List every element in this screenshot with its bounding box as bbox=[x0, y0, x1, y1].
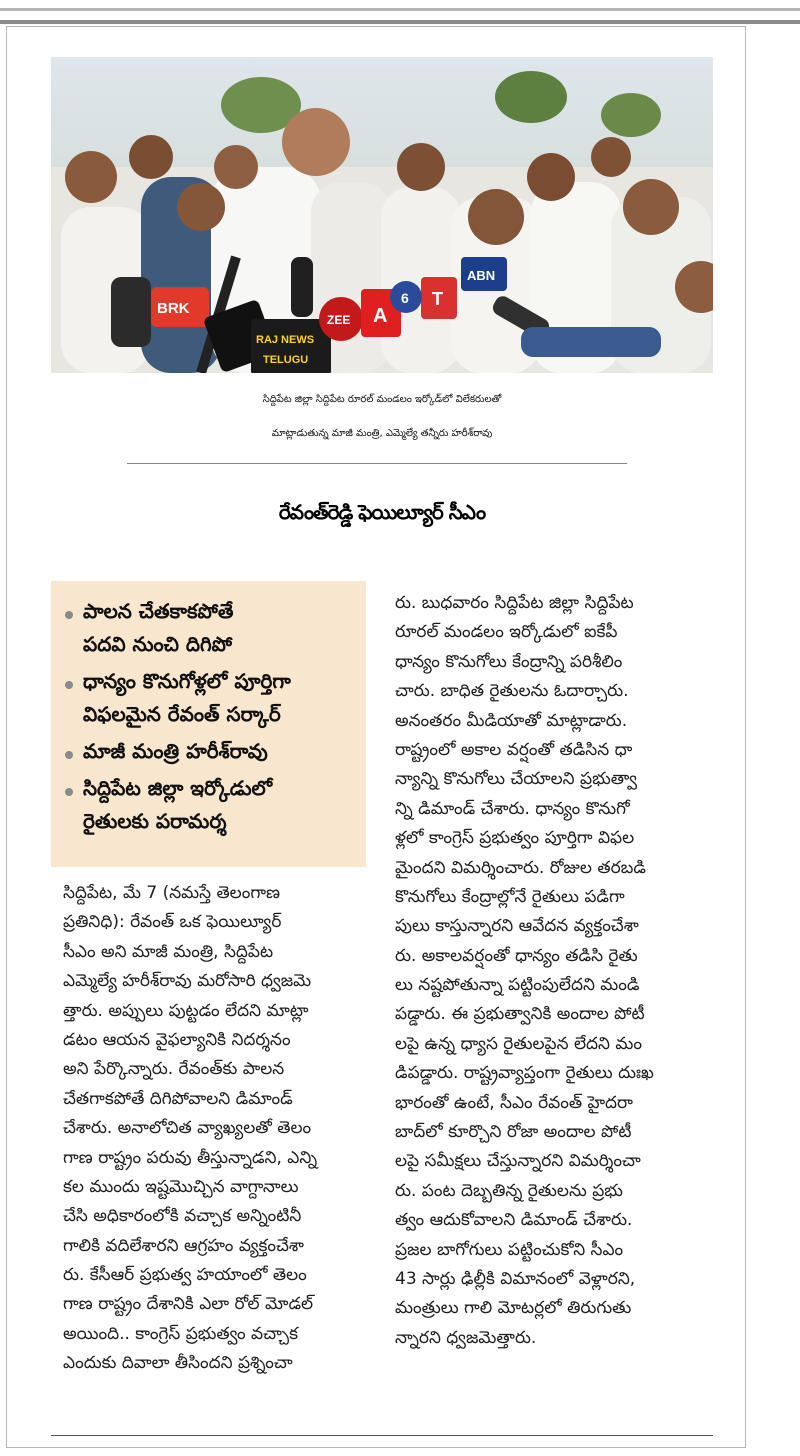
highlight-line: విఫలమైన రేవంత్ సర్కార్ bbox=[83, 702, 281, 726]
article-line: రాష్ట్రంలో అకాల వర్షంతో తడిసిన ధా bbox=[395, 739, 633, 760]
article-line: అయింది.. కాంగ్రెస్ ప్రభుత్వం వచ్చాక bbox=[63, 1323, 298, 1344]
article-line: మంత్రులు గాలి మోటర్లలో తిరుగుతు bbox=[395, 1298, 632, 1319]
article-line: అని పేర్కొన్నారు. రేవంత్‌కు పాలన bbox=[63, 1059, 285, 1080]
article-line: పడ్డారు. ఈ ప్రభుత్వానికి అందాల పోటీ bbox=[395, 1004, 645, 1025]
highlight-line: రైతులకు పరామర్శ bbox=[83, 809, 227, 833]
article-line: చేతగాకపోతే దిగిపోవాలని డిమాండ్ bbox=[63, 1088, 293, 1109]
article-line: న్నారని ధ్వజమెత్తారు. bbox=[395, 1327, 537, 1348]
bullet-icon bbox=[65, 681, 73, 689]
mic-label-t: T bbox=[432, 289, 443, 309]
caption-line: మాట్లాడుతున్న మాజీ మంత్రి, ఎమ్మెల్యే తన్నీరు హరీశ్‌రావు bbox=[271, 428, 493, 439]
mic-label-rajnews: RAJ NEWS bbox=[256, 334, 315, 346]
highlight-item bbox=[65, 735, 358, 768]
article-line: కొనుగోలు కేంద్రాల్లోనే రైతులు పడిగా bbox=[395, 886, 625, 907]
caption-divider bbox=[127, 463, 627, 464]
bottom-divider bbox=[51, 1435, 713, 1436]
mic-label-telugu: TELUGU bbox=[263, 354, 309, 366]
article-line: ళ్లలో కాంగ్రెస్ ప్రభుత్వం పూర్తిగా విఫల bbox=[395, 828, 635, 849]
article-line: డిపడ్డారు. రాష్ట్రవ్యాప్తంగా రైతులు దుఃఖ bbox=[395, 1063, 654, 1084]
article-line: రూరల్ మండలం ఇర్కోడులో ఐకేపీ bbox=[395, 622, 618, 643]
article-line: ధాన్యం కొనుగోలు కేంద్రాన్ని పరిశీలిం bbox=[395, 651, 623, 672]
highlight-line: పదవి నుంచి దిగిపో bbox=[83, 632, 233, 656]
bullet-icon bbox=[65, 611, 73, 619]
highlight-line: పాలన చేతకాకపోతే bbox=[83, 599, 234, 623]
news-clipping bbox=[6, 26, 746, 1448]
article-line: రు. కేసీఆర్ ప్రభుత్వ హయాంలో తెలం bbox=[63, 1265, 307, 1286]
article-right-column bbox=[395, 589, 715, 1353]
bullet-icon bbox=[65, 788, 73, 796]
article-line: లపై ఉన్న ధ్యాస రైతులపైన లేదని మం bbox=[395, 1033, 642, 1054]
article-line: ఎమ్మెల్యే హరీశ్‌రావు మరోసారి ధ్వజమె bbox=[63, 971, 312, 992]
article-line: 43 సార్లు ఢిల్లీకి విమానంలో వెళ్లారని, bbox=[395, 1268, 636, 1289]
article-line: సీఎం అని మాజీ మంత్రి, సిద్దిపేట bbox=[63, 941, 274, 962]
article-line: పులు కాస్తున్నారని ఆవేదన వ్యక్తంచేశా bbox=[395, 916, 639, 937]
mic-label-zee: ZEE bbox=[327, 313, 351, 327]
mic-label-6: 6 bbox=[401, 290, 409, 306]
article-line: ప్రతినిధి): రేవంత్ ఒక ఫెయిల్యూర్ bbox=[63, 912, 282, 933]
article-line: చేసి అధికారంలోకి వచ్చాక అన్నింటినీ bbox=[63, 1206, 302, 1227]
highlights-box bbox=[51, 581, 366, 867]
article-line: బాద్‌లో కూర్చొని రోజా అందాల పోటీ bbox=[395, 1122, 632, 1143]
article-line: రు. పంట దెబ్బతిన్న రైతులను ప్రభు bbox=[395, 1180, 623, 1201]
article-line: రు. అకాలవర్షంతో ధాన్యం తడిసి రైతు bbox=[395, 945, 638, 966]
article-line: డటం ఆయన వైఫల్యానికి నిదర్శనం bbox=[63, 1029, 291, 1050]
article-line: మైందని విమర్శించారు. రోజుల తరబడి bbox=[395, 857, 646, 878]
bullet-icon bbox=[65, 751, 73, 759]
article-line: అనంతరం మీడియాతో మాట్లాడారు. bbox=[395, 710, 628, 731]
article-line: భారంతో ఉంటే, సీఎం రేవంత్ హైదరా bbox=[395, 1092, 633, 1113]
article-line: కల ముందు ఇష్టమొచ్చిన వాగ్దానాలు bbox=[63, 1176, 299, 1197]
article-line: త్తారు. అప్పులు పుట్టడం లేదని మాట్లా bbox=[63, 1000, 309, 1021]
article-line: న్యాన్ని కొనుగోలు చేయాలని ప్రభుత్వా bbox=[395, 769, 638, 790]
article-line: లపై సమీక్షలు చేస్తున్నారని విమర్శించా bbox=[395, 1151, 641, 1172]
press-photo bbox=[51, 57, 713, 373]
mic-label-a: A bbox=[373, 305, 388, 327]
highlight-item bbox=[65, 665, 358, 731]
page-top-border bbox=[0, 0, 800, 24]
highlight-item bbox=[65, 772, 358, 838]
article-line: గాణ రాష్ట్రం పరువు తీస్తున్నాడని, ఎన్ని bbox=[63, 1147, 318, 1168]
highlight-line: సిద్దిపేట జిల్లా ఇర్కోడులో bbox=[83, 776, 273, 800]
mic-label-abn: ABN bbox=[467, 268, 496, 283]
highlight-line: మాజీ మంత్రి హరీశ్‌రావు bbox=[83, 739, 268, 763]
article-line: గాణ రాష్ట్రం దేశానికి ఎలా రోల్ మోడల్ bbox=[63, 1294, 314, 1315]
article-line: ఎందుకు దివాలా తీసిందని ప్రశ్నించా bbox=[63, 1353, 293, 1374]
article-left-column bbox=[63, 879, 368, 1379]
article-line: సిద్దిపేట, మే 7 (నమస్తే తెలంగాణ bbox=[63, 883, 281, 903]
article-line: న్ని డిమాండ్ చేశారు. ధాన్యం కొనుగో bbox=[395, 798, 630, 819]
caption-line: సిద్దిపేట జిల్లా సిద్దిపేట రూరల్ మండలం ఇర్కోడ్‌లో విలేకరులతో bbox=[262, 394, 502, 405]
mic-label-brk: BRK bbox=[157, 300, 190, 317]
article-line: చారు. బాధిత రైతులను ఓదార్చారు. bbox=[395, 681, 629, 702]
press-photo-illustration bbox=[51, 57, 713, 373]
article-line: గాలికి వదిలేశారని ఆగ్రహం వ్యక్తంచేశా bbox=[63, 1235, 304, 1256]
article-line: చేశారు. అనాలోచిత వ్యాఖ్యలతో తెలం bbox=[63, 1118, 312, 1139]
article-line: త్వం ఆదుకోవాలని డిమాండ్ చేశారు. bbox=[395, 1210, 633, 1231]
headline: రేవంత్‌రెడ్డి ఫెయిల్యూర్ సీఎం bbox=[278, 499, 486, 524]
article-line: ప్రజల బాగోగులు పట్టించుకోని సీఎం bbox=[395, 1239, 624, 1260]
article-line: రు. బుధవారం సిద్దిపేట జిల్లా సిద్దిపేట bbox=[395, 593, 634, 613]
highlight-line: ధాన్యం కొనుగోళ్లలో పూర్తిగా bbox=[83, 669, 291, 693]
photo-caption bbox=[51, 383, 713, 451]
highlight-item bbox=[65, 595, 358, 661]
article-line: లు నష్టపోతున్నా పట్టింపులేదని మండి bbox=[395, 975, 640, 996]
